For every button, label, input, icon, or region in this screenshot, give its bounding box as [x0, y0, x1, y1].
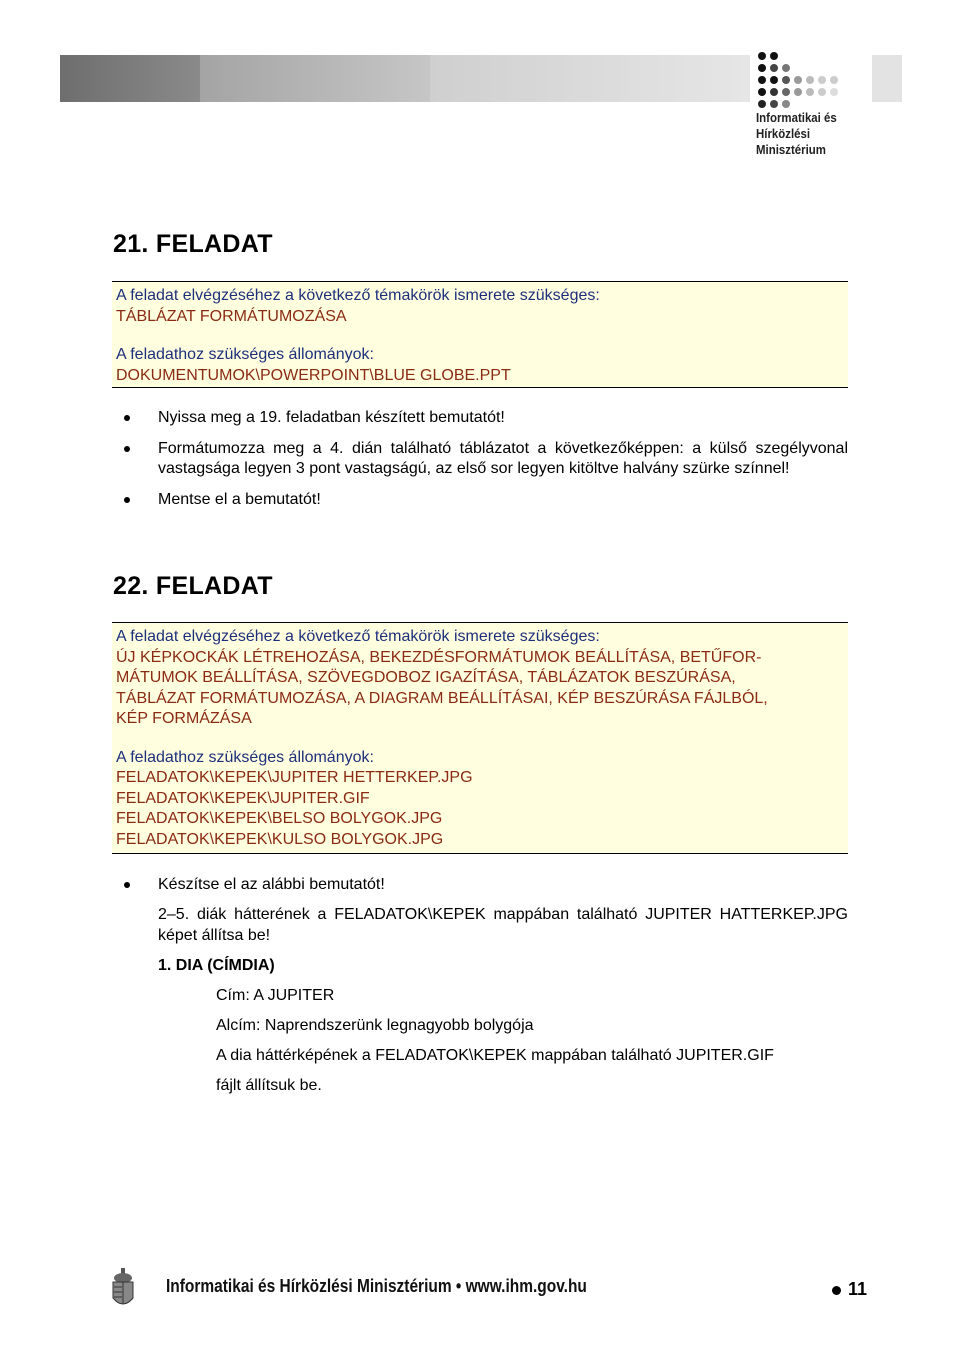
header-band-dark [60, 55, 200, 102]
logo-dot [830, 76, 838, 84]
task21-bullets [118, 408, 848, 520]
slide-line-subtitle: Alcím: Naprendszerünk legnagyobb bolygója [216, 1017, 534, 1034]
task22-bullets [118, 875, 848, 906]
topic-line: ÚJ KÉPKOCKÁK LÉTREHOZÁSA, BEKEZDÉSFORMÁTUMOK BEÁLLÍTÁSA, BETŰFOR- [116, 648, 762, 666]
slide-line-title: Cím: A JUPITER [216, 987, 335, 1004]
logo-dots-icon [752, 50, 852, 106]
logo-line: Minisztérium [756, 142, 826, 157]
bullet-dot-icon [124, 415, 130, 421]
topic-item: TÁBLÁZAT FORMÁTUMOZÁSA [116, 307, 347, 325]
slide-line-background-cont: fájlt állítsuk be. [216, 1077, 322, 1094]
logo-dot [758, 64, 766, 72]
logo-dot [806, 88, 814, 96]
logo-dot [782, 64, 790, 72]
logo-dot [758, 52, 766, 60]
bullet-text: Mentse el a bemutatót! [158, 490, 321, 508]
bullet-dot-icon [124, 446, 130, 452]
header-band-right [872, 55, 902, 102]
list-item [118, 490, 848, 511]
bullet-dot-icon [124, 882, 130, 888]
file-item: FELADATOK\KEPEK\BELSO BOLYGOK.JPG [116, 810, 443, 827]
logo-dot [794, 88, 802, 96]
logo-dot [770, 88, 778, 96]
logo-line: Informatikai és [756, 110, 837, 125]
logo-line: Hírközlési [756, 126, 811, 141]
header-band-mid [200, 55, 430, 102]
list-item [118, 408, 848, 429]
logo-dot [770, 64, 778, 72]
logo-dot [818, 88, 826, 96]
list-item [118, 439, 848, 480]
logo-dot [770, 76, 778, 84]
bullet-text: Formátumozza meg a 4. dián található táblázatot a következőképpen: a külső szegélyvonal vastagsága legyen 3 pont vastagságú, az első sor legyen kitöltve halvány szürke színnel! [158, 439, 848, 477]
logo-dot [782, 88, 790, 96]
background-note: 2–5. diák hátterének a FELADATOK\KEPEK mappában található JUPITER HATTERKEP.JPG képet állítsa be! [158, 906, 848, 944]
files-label: A feladathoz szükséges állományok: [116, 748, 374, 766]
footer-text: Informatikai és Hírközlési Minisztérium • www.ihm.gov.hu [166, 1276, 587, 1296]
file-item: FELADATOK\KEPEK\KULSO BOLYGOK.JPG [116, 830, 444, 848]
task21-title: 21. FELADAT [113, 230, 273, 258]
slide-line-background: A dia háttérképének a FELADATOK\KEPEK mappában található JUPITER.GIF [216, 1047, 774, 1064]
bullet-text: Készítse el az alábbi bemutatót! [158, 876, 385, 893]
topics-label: A feladat elvégzéséhez a következő témakörök ismerete szükséges: [116, 287, 600, 304]
logo-dot [758, 88, 766, 96]
task22-infobox [112, 622, 848, 854]
page-dot-icon [832, 1286, 841, 1295]
task22-title: 22. FELADAT [113, 572, 273, 600]
topic-line: MÁTUMOK BEÁLLÍTÁSA, SZÖVEGDOBOZ IGAZÍTÁSA, TÁBLÁZATOK BESZÚRÁSA, [116, 669, 736, 686]
page-number: 11 [848, 1279, 868, 1299]
list-item [118, 875, 848, 896]
task21-infobox [112, 281, 848, 388]
hungarian-crest-icon [110, 1268, 136, 1312]
ministry-logo-text [756, 110, 837, 158]
logo-dot [830, 88, 838, 96]
topics-label: A feladat elvégzéséhez a következő témakörök ismerete szükséges: [116, 628, 600, 645]
slide-heading: 1. DIA (CÍMDIA) [158, 957, 275, 974]
logo-dot [770, 100, 778, 108]
header-band-light [430, 55, 750, 102]
logo-dot [782, 100, 790, 108]
logo-dot [770, 52, 778, 60]
files-label: A feladathoz szükséges állományok: [116, 346, 374, 363]
file-item: FELADATOK\KEPEK\JUPITER HETTERKEP.JPG [116, 769, 473, 786]
logo-dot [794, 76, 802, 84]
logo-dot [758, 76, 766, 84]
file-item: DOKUMENTUMOK\POWERPOINT\BLUE GLOBE.PPT [116, 366, 511, 384]
file-item: FELADATOK\KEPEK\JUPITER.GIF [116, 789, 370, 807]
topic-line: TÁBLÁZAT FORMÁTUMOZÁSA, A DIAGRAM BEÁLLÍTÁSAI, KÉP BESZÚRÁSA FÁJLBÓL, [116, 689, 768, 707]
bullet-dot-icon [124, 497, 130, 503]
logo-dot [782, 76, 790, 84]
logo-dot [758, 100, 766, 108]
logo-dot [806, 76, 814, 84]
logo-dot [818, 76, 826, 84]
topic-line: KÉP FORMÁZÁSA [116, 710, 252, 727]
bullet-text: Nyissa meg a 19. feladatban készített bemutatót! [158, 409, 505, 426]
